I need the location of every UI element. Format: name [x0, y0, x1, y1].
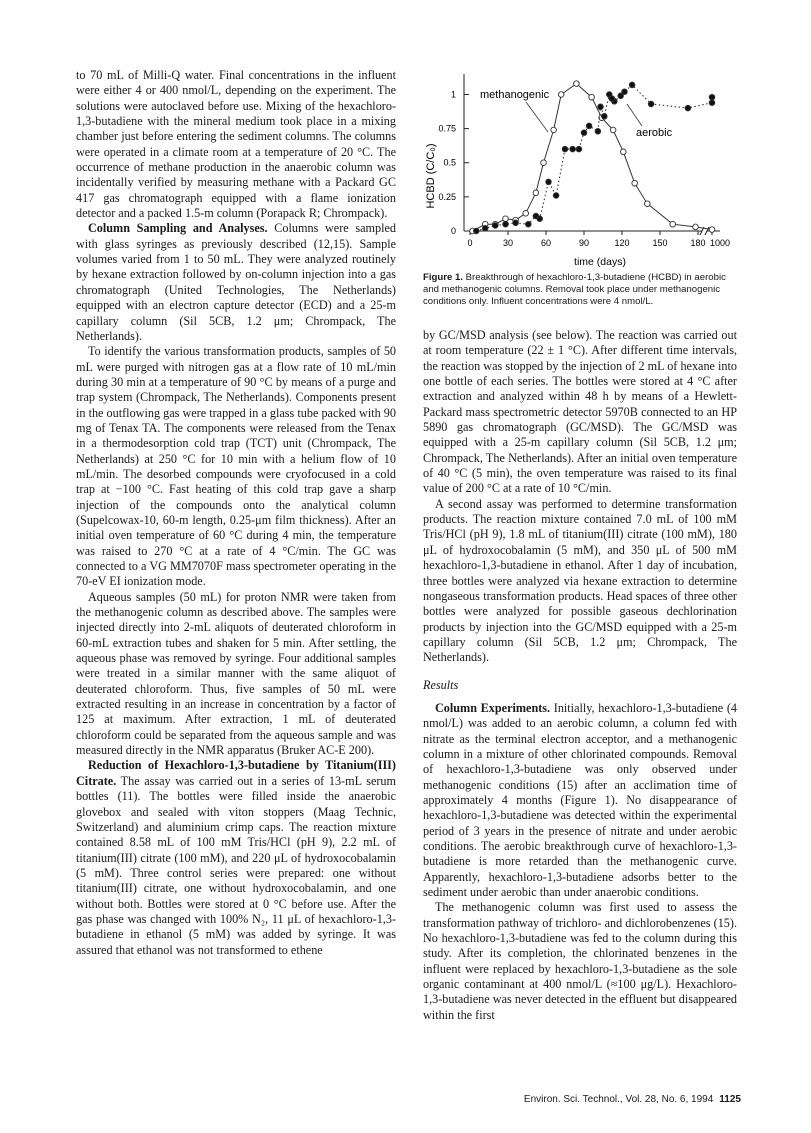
page-footer [524, 1094, 741, 1105]
section-run-in-heading: Column Sampling and Analyses. [88, 221, 268, 236]
aerobic-data-point [493, 223, 499, 229]
aerobic-data-point [609, 96, 615, 102]
aerobic-data-point [513, 220, 519, 226]
aerobic-data-point [526, 221, 532, 227]
y-tick-label: 0 [450, 226, 456, 236]
aerobic-data-point [562, 146, 568, 152]
aerobic-data-point [709, 94, 715, 100]
aerobic-data-point [570, 146, 576, 152]
x-tick-label: 0 [467, 238, 473, 248]
aerobic-data-point [474, 228, 480, 234]
paragraph [76, 758, 396, 957]
paragraph-text: The assay was carried out in a series of 13-mL serum bottles (11). The bottles were filled inside the anaerobic glovebox and sealed with viton stoppers (Maag Technic, Switzerland) and aluminium crimp caps. The reaction mixture contained 8.58 mL of 100 mM Tris/HCl (pH 9), 2.2 mL of titanium(III) citrate (100 mM), and 220 μL of hydroxocobalamin (5 mM). Three control series were prepared: one without titanium(III) citrate, one without hydroxocobalamin, and one without both. Bottles were stored at 0 °C before use. After the gas phase was changed with 100% N₂, 11 μL of hexachloro-1,3-butadiene in ethanol (5 mM) was added by syringe. It was assured that ethanol was not transformed to ethene [76, 773, 396, 957]
methanogenic-data-point [670, 221, 676, 227]
paragraph: to 70 mL of Milli-Q water. Final concentrations in the influent were either 4 or 400 nmol/L, depending on the experiment. The solutions were autoclaved before use. Mixing of the hexachloro-1,3-butadiene with the mineral medium took place in a mixing chamber just before entering the sediment columns. The columns were operated in a climate room at a temperature of 20 °C. The occurrence of methane production in the anaerobic column was incidentally verified by measuring methane with a Packard GC 417 gas chromatograph equipped with a flame ionization detector and a packed 1.5-m column (Porapack R; Chrompack). [76, 68, 396, 221]
aerobic-data-point [576, 146, 582, 152]
paragraph: by GC/MSD analysis (see below). The reaction was carried out at room temperature (22 ± 1 °C). After different time intervals, the reaction was stopped by the injection of 2 mL of hexane into one bottle of each series. The bottles were stored at 4 °C after extraction and analyzed within 48 h by means of a Hewlett-Packard mass spectrometric detector 5970B connected to an HP 5890 gas chromatograph (GC/MSD). The GC/MSD was equipped with a 25-m capillary column (Sil 5CB, 1.2 μm; Chrompack, The Netherlands). After an initial oven temperature of 40 °C (5 min), the oven temperature was raised to its final value of 200 °C at a rate of 10 °C/min. [423, 328, 737, 496]
annotation-pointer [526, 102, 548, 132]
aerobic-data-point [503, 221, 509, 227]
section-run-in-heading: Column Experiments. [435, 700, 551, 715]
journal-citation: Environ. Sci. Technol., Vol. 28, No. 6, 1994 [523, 1094, 714, 1105]
section-heading-results: Results [423, 677, 459, 692]
caption-label: Figure 1. [423, 272, 463, 283]
y-tick-label: 0.5 [443, 157, 456, 168]
annotation-pointer [627, 104, 642, 126]
paragraph [423, 701, 737, 900]
methanogenic-data-point [523, 211, 529, 217]
methanogenic-data-point [551, 127, 557, 133]
aerobic-data-point [553, 193, 559, 199]
figure-1-chart [420, 66, 740, 286]
methanogenic-data-point [693, 224, 699, 230]
methanogenic-data-point [558, 92, 564, 98]
right-column [423, 328, 737, 1023]
methanogenic-data-point [589, 94, 595, 100]
x-tick-label: 30 [502, 238, 514, 248]
paragraph: Aqueous samples (50 mL) for proton NMR were taken from the methanogenic column as described above. The samples were injected directly into 2-mL aliquots of deuterated chloroform in 60-mL extraction tubes and shaken for 5 min. After settling, the aqueous phase was removed by syringe. Four additional samples were treated in a similar manner with the same aliquot of deuterated chloroform. Thus, five samples of 50 mL were extracted resulting in an increase in concentration by a factor of 125 at maximum. After extraction, 1 mL of deuterated chloroform could be separated from the aqueous sample and was measured directly in the NMR apparatus (Bruker AC-E 200). [76, 589, 396, 758]
paragraph: To identify the various transformation products, samples of 50 mL were purged with nitrogen gas at a flow rate of 10 mL/min during 30 min at a temperature of 90 °C by means of a purge and trap system (Chrompack, The Netherlands). Components present in the outflowing gas were trapped in a glass tube packed with 90 mg of Tenax TA. The components were released from the Tenax in a thermodesorption cold trap (TCT) unit (Chrompack, The Netherlands) at 250 °C for 10 min with a helium flow of 10 mL/min. The desorbed compounds were cryofocused in a cold trap at −100 °C. Fast heating of this cold trap gave a sharp injection of the compounds onto the analytical column (Supelcowax-10, 60-m length, 0.25-μm film thickness). After an initial oven temperature of 60 °C during 4 min, the temperature was raised to 270 °C at a rate of 4 °C/min. The GC was connected to a VG MM7070F mass spectrometer operating in the 70-eV EI ionization mode. [76, 344, 396, 589]
paragraph: A second assay was performed to determine transformation products. The reaction mixture contained 7.0 mL of 100 mM Tris/HCl (pH 9), 1.8 mL of titanium(III) citrate (100 mM), 180 μL of hydroxocobalamin (5 mM), and 350 μL of 500 mM hexachloro-1,3-butadiene in ethanol. After 1 day of incubation, three bottles were analyzed via hexane extraction to determine nongaseous transformation products. Head spaces of three other bottles were analyzed for possible gaseous dechlorination products by injection into the GC/MSD equipped with a 25-m capillary column (Sil 5CB, 1.2 μm; Chrompack, The Netherlands). [423, 496, 737, 665]
y-axis-label: HCBD (C/C₀) [425, 143, 437, 209]
aerobic-data-point [598, 104, 604, 110]
aerobic-data-point [482, 226, 488, 232]
chart-plot-area [470, 81, 715, 234]
aerobic-series-line [476, 85, 712, 231]
section-run-in-heading: Reduction of Hexachloro-1,3-butadiene by Titanium(III) Citrate. [76, 758, 396, 788]
page-number: 1125 [719, 1094, 741, 1105]
methanogenic-series-line [473, 84, 713, 231]
caption-text: Breakthrough of hexachloro-1,3-butadiene (HCBD) in aerobic and methanogenic columns. Removal took place under methanogenic conditions only. Influent concentrations were 4 nmol/L. [423, 272, 726, 308]
left-column [76, 68, 396, 958]
paragraph: The methanogenic column was first used to assess the transformation pathway of trichloro- and dichlorobenzenes (15). No hexachloro-1,3-butadiene was fed to the column during this study. After its completion, the chlorinated benzenes in the influent were replaced by hexachloro-1,3-butadiene as the sole organic contaminant at 400 nmol/L (≈100 μg/L). Hexachloro-1,3-butadiene was never detected in the effluent but disappeared within the first [423, 900, 737, 1022]
series-annotation-aerobic: aerobic [636, 127, 673, 139]
aerobic-data-point [648, 101, 654, 107]
methanogenic-data-point [503, 216, 509, 222]
methanogenic-data-point [621, 149, 627, 155]
methanogenic-data-point [533, 190, 539, 196]
paragraph-text: Columns were sampled with glass syringes as previously described (12,15). Sample volumes varied from 1 to 50 mL. They were analyzed routinely by hexane extraction followed by on-column injection into a gas chromatograph (United Technologies, The Netherlands) equipped with an electron capture detector (ECD) and a 25-m capillary column (Sil 5CB, 1.2 μm; Chrompack, The Netherlands). [76, 221, 396, 343]
x-tick-label: 60 [540, 238, 552, 248]
figure-caption [423, 272, 741, 309]
aerobic-data-point [586, 123, 592, 129]
x-tick-label: 120 [614, 238, 630, 248]
x-axis-label: time (days) [574, 256, 626, 268]
aerobic-data-point [629, 82, 635, 88]
aerobic-data-point [581, 130, 587, 136]
methanogenic-data-point [632, 180, 638, 186]
methanogenic-data-point [709, 227, 715, 233]
methanogenic-data-point [541, 160, 547, 166]
x-tick-label: 180 [690, 238, 706, 248]
x-tick-label: 150 [652, 238, 668, 248]
aerobic-data-point [595, 129, 601, 135]
aerobic-data-point [622, 89, 628, 95]
aerobic-data-point [709, 100, 715, 106]
methanogenic-data-point [610, 127, 616, 133]
paragraph [76, 221, 396, 344]
aerobic-data-point [537, 216, 543, 222]
aerobic-data-point [546, 179, 552, 185]
y-tick-label: 0.25 [438, 191, 456, 202]
x-tick-label: 90 [578, 238, 590, 248]
y-tick-label: 1 [450, 89, 456, 100]
methanogenic-data-point [645, 201, 651, 207]
series-annotation-methanogenic: methanogenic [480, 89, 550, 101]
aerobic-data-point [602, 114, 608, 120]
y-tick-label: 0.75 [438, 123, 456, 134]
paragraph-text: Initially, hexachloro-1,3-butadiene (4 nmol/L) was added to an aerobic column, a column fed with nitrate as the terminal electron acceptor, and a methanogenic column in a mixture of other chlorinated compounds. Removal of hexachloro-1,3-butadiene was only observed under methanogenic conditions (15) after an acclimation time of approximately 4 months (Figure 1). No disappearance of hexachloro-1,3-butadiene was detected within the experimental period of 3 years in the presence of nitrate and under aerobic conditions. The aerobic breakthrough curve of hexachloro-1,3-butadiene is more retarded than the methanogenic curve. Apparently, hexachloro-1,3-butadiene adsorbs better to the sediment under aerobic than under anaerobic conditions. [423, 700, 737, 900]
x-tick-label: 1000 [709, 238, 731, 248]
methanogenic-data-point [574, 81, 580, 87]
aerobic-data-point [685, 105, 691, 111]
